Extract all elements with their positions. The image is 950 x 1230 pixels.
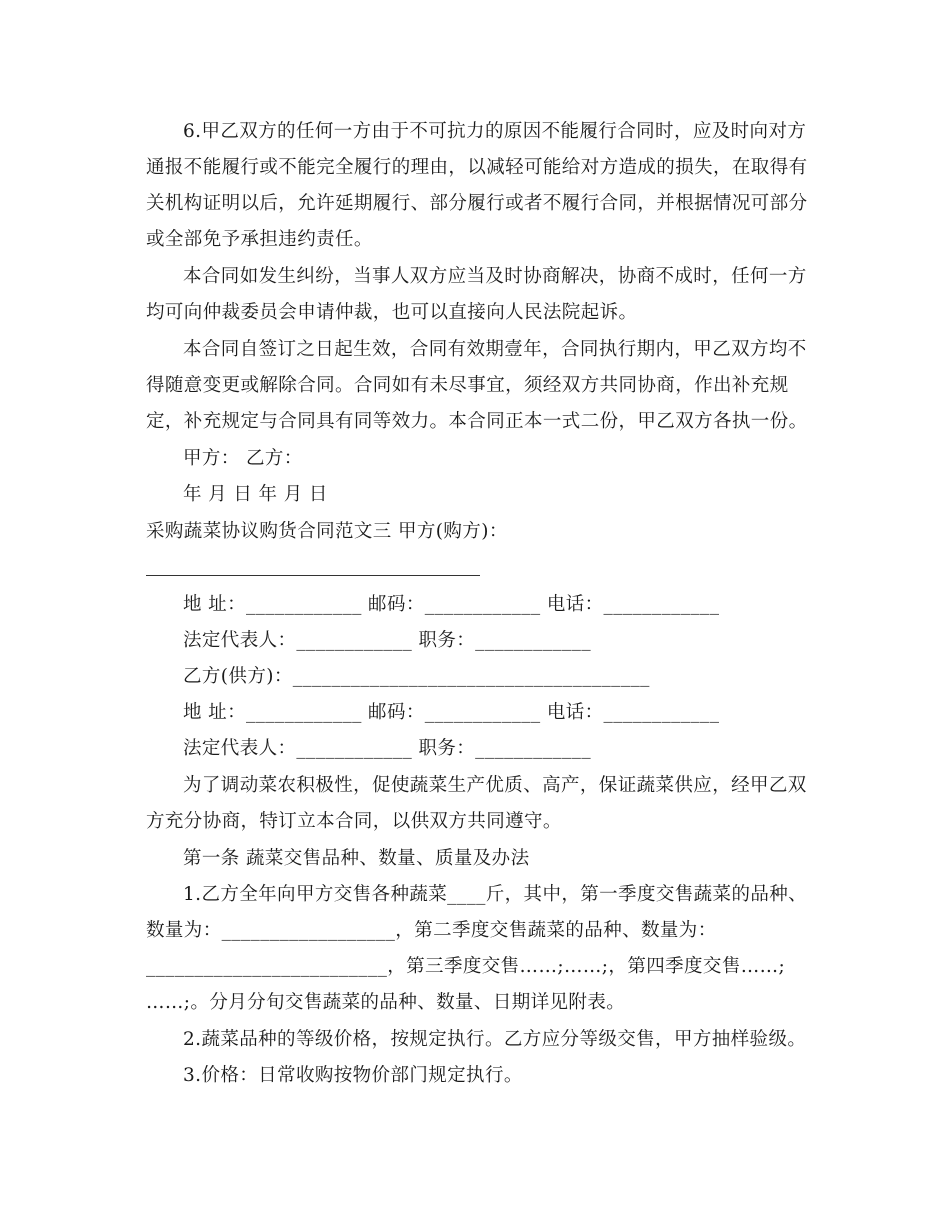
clause-6-line-3: 关机构证明以后，允许延期履行、部分履行或者不履行合同，并根据情况可部分 bbox=[146, 193, 808, 214]
signature-dates: 年 月 日 年 月 日 bbox=[183, 484, 328, 505]
clause-6-line-1: 6.甲乙双方的任何一方由于不可抗力的原因不能履行合同时，应及时向对方 bbox=[183, 121, 807, 142]
clause-6-line-2: 通报不能履行或不能完全履行的理由，以减轻可能给对方造成的损失，在取得有 bbox=[146, 157, 808, 178]
buyer-address-line: 地 址：____________ 邮码：____________ 电话：____________ bbox=[183, 594, 720, 615]
seller-address-line: 地 址：____________ 邮码：____________ 电话：____________ bbox=[183, 702, 720, 723]
article-1-item-1-line-4: ……;。分月分旬交售蔬菜的品种、数量、日期详见附表。 bbox=[146, 992, 626, 1013]
signature-parties: 甲方： 乙方： bbox=[183, 448, 303, 469]
article-1-item-1-line-3: _________________________，第三季度交售……;……;，第四季度交售……; bbox=[146, 956, 786, 977]
validity-line-1: 本合同自签订之日起生效，合同有效期壹年，合同执行期内，甲乙双方均不 bbox=[183, 339, 807, 360]
article-1-item-3: 3.价格：日常收购按物价部门规定执行。 bbox=[183, 1065, 523, 1086]
buyer-representative-line: 法定代表人：____________ 职务：____________ bbox=[183, 630, 591, 651]
clause-6-line-4: 或全部免予承担违约责任。 bbox=[146, 229, 373, 250]
article-1-item-2: 2.蔬菜品种的等级价格，按规定执行。乙方应分等级交售，甲方抽样验级。 bbox=[183, 1029, 807, 1050]
buyer-name-blank-line bbox=[146, 575, 480, 576]
article-1-heading: 第一条 蔬菜交售品种、数量、质量及办法 bbox=[183, 848, 530, 869]
seller-representative-line: 法定代表人：____________ 职务：____________ bbox=[183, 738, 591, 759]
dispute-line-2: 均可向仲裁委员会申请仲裁，也可以直接向人民法院起诉。 bbox=[146, 302, 638, 323]
article-1-item-1-line-1: 1.乙方全年向甲方交售各种蔬菜____斤，其中，第一季度交售蔬菜的品种、 bbox=[183, 884, 808, 905]
contract-title-buyer: 采购蔬菜协议购货合同范文三 甲方(购方)： bbox=[146, 521, 508, 542]
validity-line-3: 定，补充规定与合同具有同等效力。本合同正本一式二份，甲乙双方各执一份。 bbox=[146, 411, 808, 432]
purpose-line-1: 为了调动菜农积极性，促使蔬菜生产优质、高产，保证蔬菜供应，经甲乙双 bbox=[183, 775, 807, 796]
article-1-item-1-line-2: 数量为：__________________，第二季度交售蔬菜的品种、数量为： bbox=[146, 920, 717, 941]
purpose-line-2: 方充分协商，特订立本合同，以供双方共同遵守。 bbox=[146, 811, 562, 832]
seller-line: 乙方(供方)：_____________________________________ bbox=[183, 666, 650, 687]
validity-line-2: 得随意变更或解除合同。合同如有未尽事宜，须经双方共同协商，作出补充规 bbox=[146, 375, 789, 396]
dispute-line-1: 本合同如发生纠纷，当事人双方应当及时协商解决，协商不成时，任何一方 bbox=[183, 266, 807, 287]
